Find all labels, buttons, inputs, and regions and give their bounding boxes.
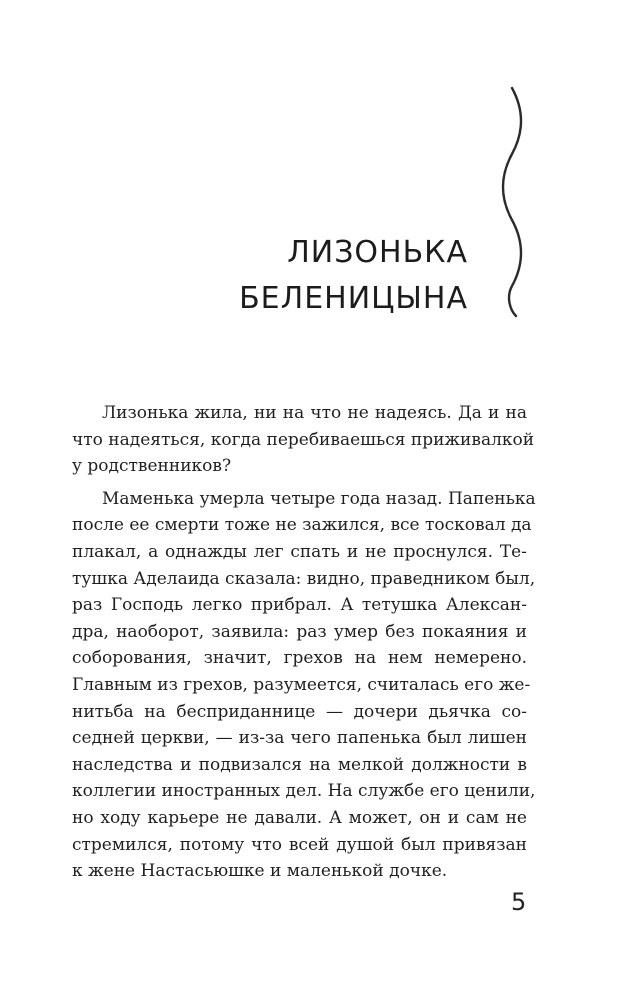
text-line: нитьба на бесприданнице — дочери дьячка со- [72, 701, 527, 722]
text-line: Лизонька жила, ни на что не надеясь. Да и на [102, 403, 527, 423]
text-line: соборования, значит, грехов на нем немерено. [72, 648, 527, 669]
text-line: седней церкви, — из-за чего папенька был лишен [72, 728, 527, 749]
text-line: наследства и подвизался на мелкой должности в [72, 754, 527, 775]
text-line: Маменька умерла четыре года назад. Папенька [102, 488, 536, 509]
text-line: что надеяться, когда перебиваешься приживалкой [72, 429, 535, 450]
page-number: 5 [511, 888, 527, 916]
text-line: но ходу карьере не давали. А может, он и сам не [72, 807, 527, 828]
wavy-line-ornament-icon [492, 84, 532, 320]
text-line: раз Господь легко прибрал. А тетушка Алексан- [72, 595, 527, 616]
text-line: дра, наоборот, заявила: раз умер без покаяния и [72, 621, 527, 642]
chapter-body [72, 400, 536, 885]
paragraph-2 [72, 486, 536, 885]
chapter-title [239, 230, 468, 322]
paragraph-1 [72, 400, 535, 480]
text-line: после ее смерти тоже не зажился, все тосковал да [72, 515, 532, 536]
text-line: коллегии иностранных дел. На службе его ценили, [72, 781, 536, 802]
text-line: тушка Аделаида сказала: видно, праведником был, [72, 568, 536, 589]
text-line: стремился, потому что всей душой был привязан [72, 834, 527, 855]
text-line: к жене Настасьюшке и маленькой дочке. [72, 861, 448, 882]
text-line: Главным из грехов, разумеется, считалась его же- [72, 674, 531, 695]
text-line: у родственников? [72, 456, 232, 477]
text-line: плакал, а однажды лег спать и не проснулся. Те- [72, 541, 527, 562]
chapter-title-line-1: ЛИЗОНЬКА [287, 235, 468, 271]
chapter-title-line-2: БЕЛЕНИЦЫНА [239, 281, 468, 317]
